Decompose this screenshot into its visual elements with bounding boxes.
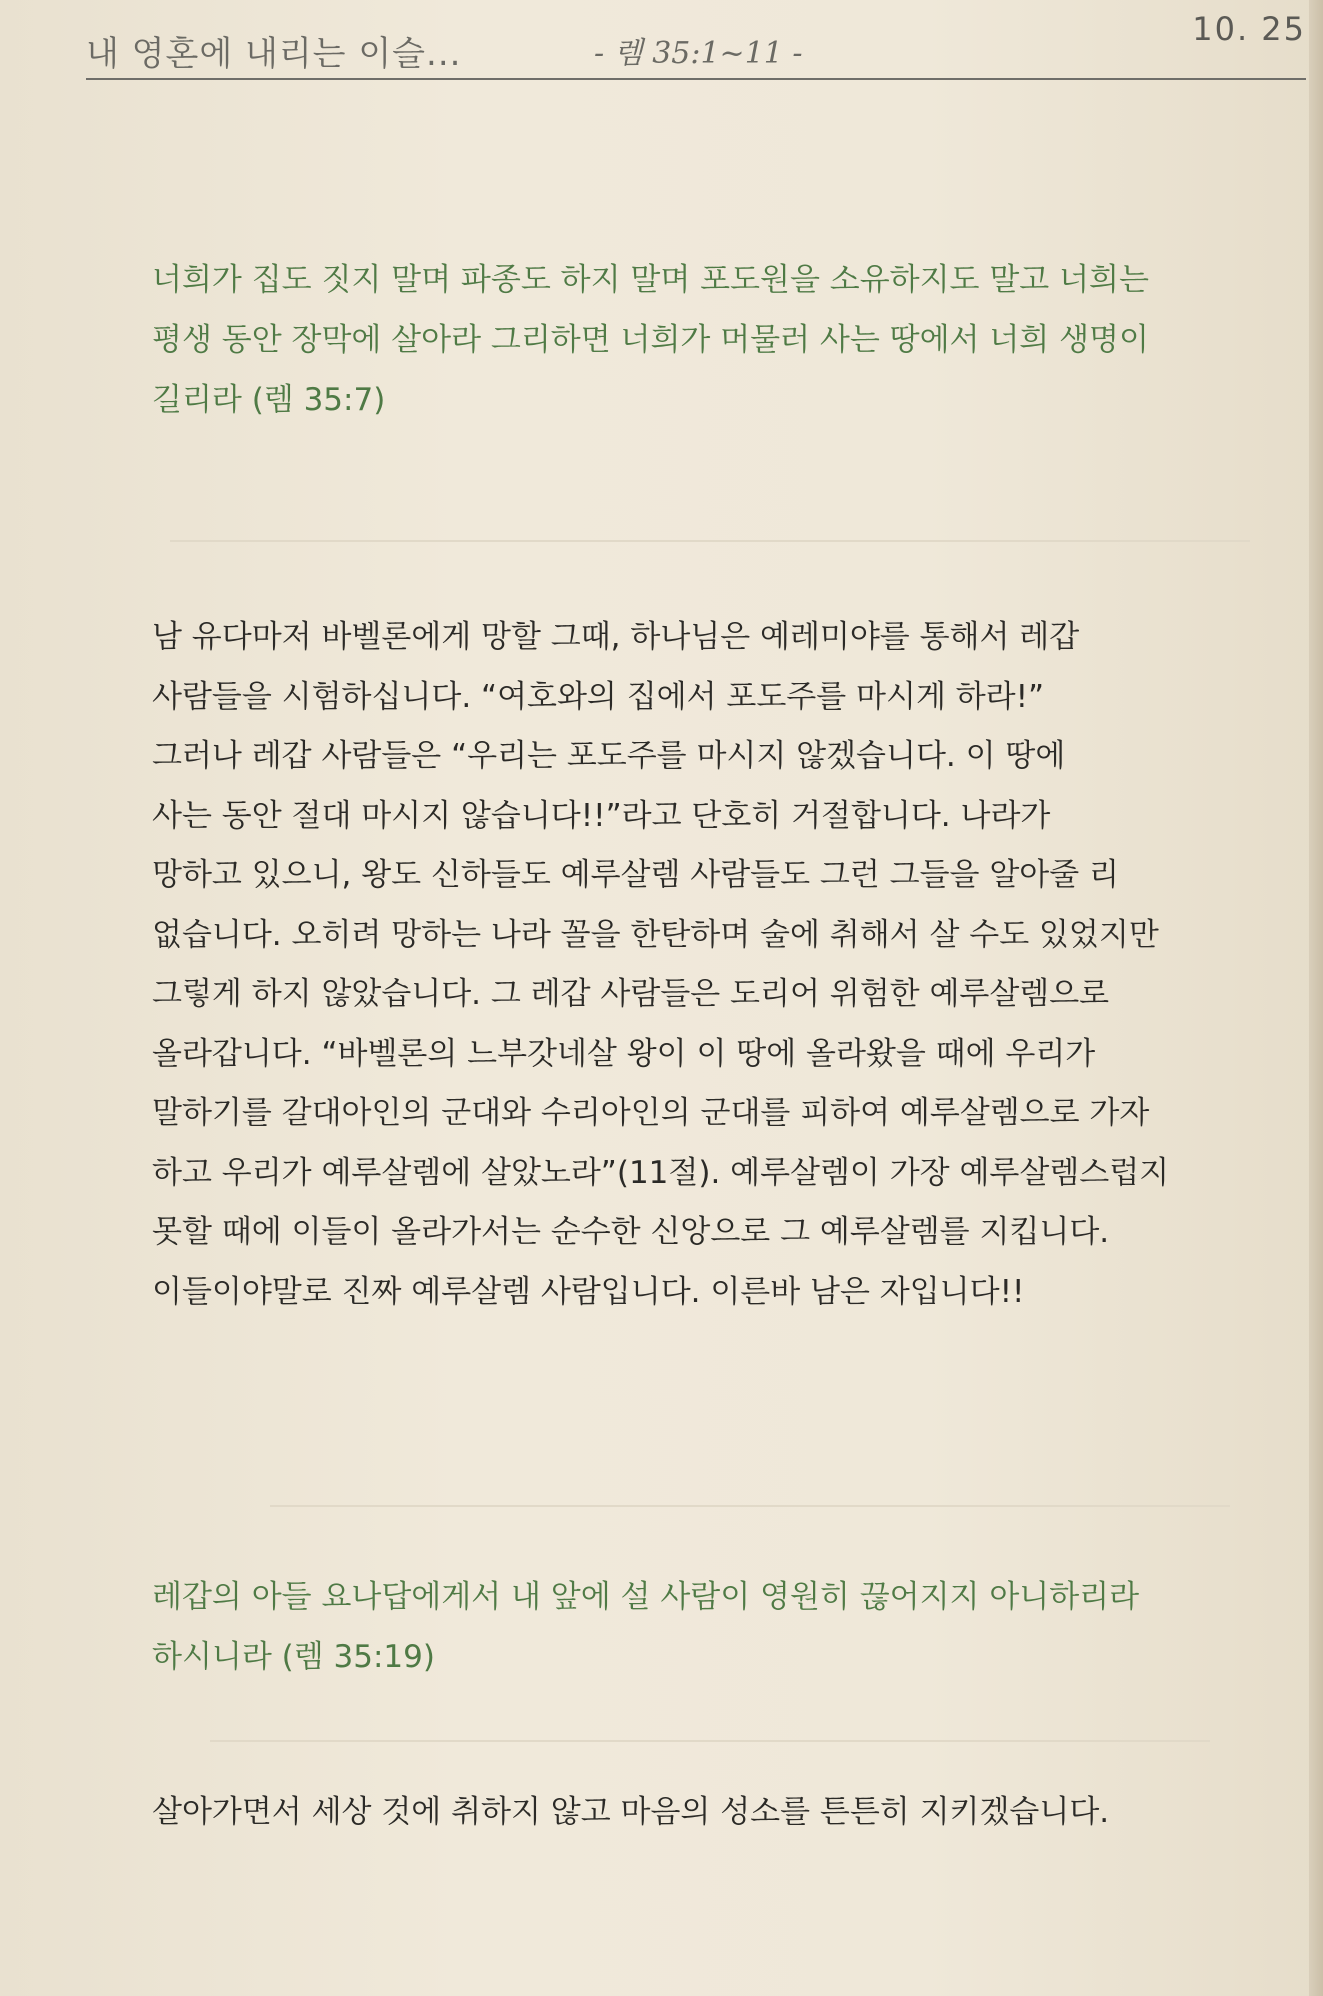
body-line: 사는 동안 절대 마시지 않습니다!!”라고 단호히 거절합니다. 나라가 — [152, 797, 1051, 834]
verse-2-line: 하시니라 (렘 35:19) — [152, 1639, 435, 1675]
header-rule — [86, 78, 1306, 80]
body-line: 사람들을 시험하십니다. “여호와의 집에서 포도주를 마시게 하라!” — [152, 678, 1045, 715]
show-through-mark — [210, 1740, 1210, 1742]
verse-2-line: 레갑의 아들 요나답에게서 내 앞에 설 사람이 영원히 끊어지지 아니하리라 — [152, 1579, 1140, 1615]
verse-quote-2 — [152, 1567, 1139, 1687]
body-line: 말하기를 갈대아인의 군대와 수리아인의 군대를 피하여 예루살렘으로 가자 — [152, 1095, 1150, 1131]
verse-quote-1 — [152, 250, 1149, 430]
verse-1-line: 길리라 (렘 35:7) — [152, 382, 386, 418]
body-line: 못할 때에 이들이 올라가서는 순수한 신앙으로 그 예루살렘를 지킵니다. — [152, 1214, 1110, 1250]
body-line: 그러나 레갑 사람들은 “우리는 포도주를 마시지 않겠습니다. 이 땅에 — [152, 738, 1066, 774]
page-edge — [1309, 0, 1323, 1996]
body-line: 망하고 있으니, 왕도 신하들도 예루살렘 사람들도 그런 그들을 알아줄 리 — [152, 857, 1119, 893]
prayer-text: 살아가면서 세상 것에 취하지 않고 마음의 성소를 튼튼히 지키겠습니다. — [152, 1794, 1110, 1830]
body-line: 그렇게 하지 않았습니다. 그 레갑 사람들은 도리어 위험한 예루살렘으로 — [152, 976, 1110, 1012]
page-date: 10. 25 — [1192, 10, 1306, 48]
scripture-reference: - 렘 35:1~11 - — [594, 36, 803, 71]
body-line: 이들이야말로 진짜 예루살렘 사람입니다. 이른바 남은 자입니다!! — [152, 1273, 1025, 1310]
show-through-mark — [170, 540, 1250, 542]
verse-1-line: 너희가 집도 짓지 말며 파종도 하지 말며 포도원을 소유하지도 말고 너희는 — [152, 262, 1149, 298]
prayer-line — [152, 1782, 1109, 1842]
body-line: 남 유다마저 바벨론에게 망할 그때, 하나님은 예레미야를 통해서 레갑 — [152, 619, 1080, 655]
page-header — [86, 10, 1306, 80]
verse-1-line: 평생 동안 장막에 살아라 그리하면 너희가 머물러 사는 땅에서 너희 생명이 — [152, 322, 1149, 358]
body-line: 하고 우리가 예루살렘에 살았노라”(11절). 예루살렘이 가장 예루살렘스럽지 — [152, 1154, 1170, 1191]
body-line: 없습니다. 오히려 망하는 나라 꼴을 한탄하며 술에 취해서 살 수도 있었지만 — [152, 916, 1159, 953]
show-through-mark — [270, 1505, 1230, 1507]
running-title: 내 영혼에 내리는 이슬... — [86, 34, 462, 74]
devotional-body — [152, 608, 1169, 1322]
body-line: 올라갑니다. “바벨론의 느부갓네살 왕이 이 땅에 올라왔을 때에 우리가 — [152, 1035, 1096, 1072]
